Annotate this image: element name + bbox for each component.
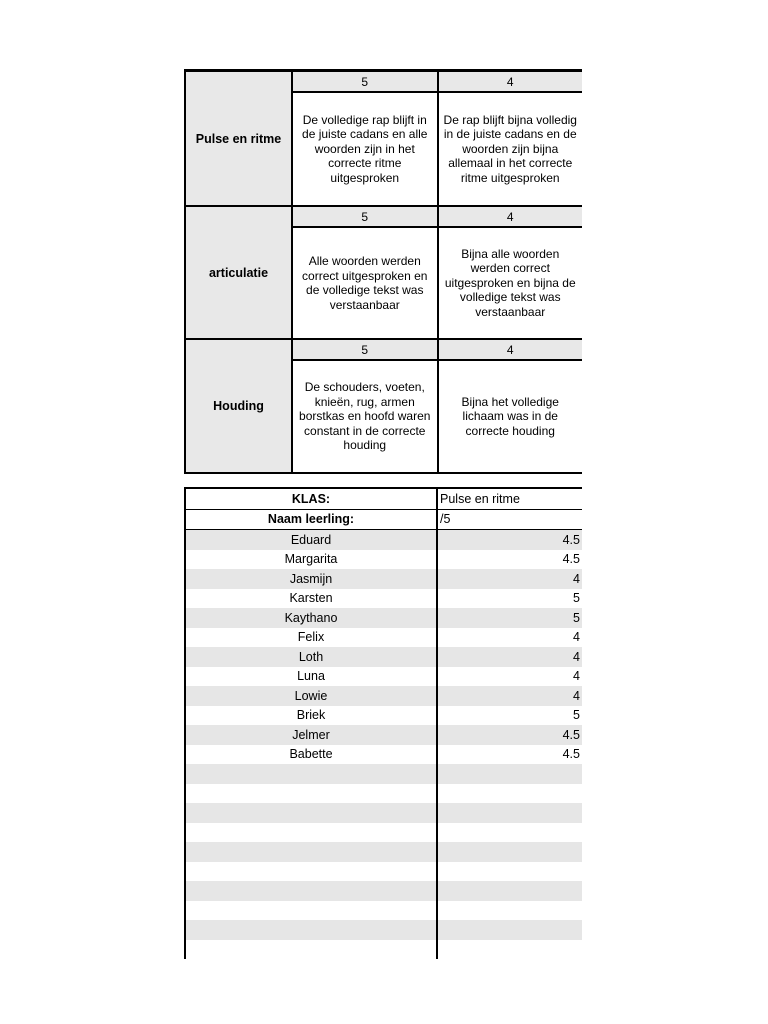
- student-name[interactable]: Babette: [184, 745, 438, 765]
- student-score[interactable]: [438, 803, 582, 823]
- student-score[interactable]: 4.5: [562, 552, 580, 567]
- student-name[interactable]: Briek: [184, 706, 438, 726]
- student-name[interactable]: Loth: [184, 647, 438, 667]
- student-row: [184, 901, 582, 921]
- student-name[interactable]: Kaythano: [184, 608, 438, 628]
- description-4: De rap blijft bijna volledig in de juiste cadans en de woorden zijn bijna allemaal in het correcte ritme uitgesproken: [443, 112, 577, 185]
- klas-label: KLAS:: [184, 489, 438, 509]
- student-name[interactable]: [184, 764, 438, 784]
- description-5: Alle woorden werden correct uitgesproken en de volledige tekst was verstaanbaar: [293, 228, 439, 338]
- score-4: 4: [506, 342, 514, 357]
- grades-table: [184, 487, 582, 959]
- student-row: [184, 647, 582, 667]
- criterion-label: Houding: [184, 340, 293, 472]
- student-score[interactable]: [438, 901, 582, 921]
- student-name[interactable]: [184, 862, 438, 882]
- student-score[interactable]: [438, 862, 582, 882]
- student-name[interactable]: [184, 823, 438, 843]
- student-name[interactable]: Luna: [184, 667, 438, 687]
- student-row: [184, 706, 582, 726]
- student-score[interactable]: 4.5: [562, 532, 580, 547]
- student-name[interactable]: [184, 803, 438, 823]
- descriptions: [293, 93, 582, 205]
- student-name[interactable]: [184, 901, 438, 921]
- student-row: [184, 784, 582, 804]
- student-score[interactable]: [438, 764, 582, 784]
- student-score[interactable]: 4: [573, 669, 580, 684]
- student-row: [184, 842, 582, 862]
- student-name[interactable]: [184, 940, 438, 960]
- student-score[interactable]: [438, 940, 582, 960]
- student-row: [184, 764, 582, 784]
- student-row: [184, 920, 582, 940]
- student-name[interactable]: Jasmijn: [184, 569, 438, 589]
- student-score[interactable]: [438, 823, 582, 843]
- student-row: [184, 745, 582, 765]
- student-row: [184, 569, 582, 589]
- description-5: De volledige rap blijft in de juiste cadans en alle woorden zijn in het correcte ritme uitgesproken: [293, 93, 439, 205]
- student-score[interactable]: 4: [573, 688, 580, 703]
- description-4: Bijna het volledige lichaam was in de correcte houding: [461, 394, 559, 438]
- student-row: [184, 667, 582, 687]
- student-row: [184, 881, 582, 901]
- score-4: 4: [506, 74, 514, 89]
- rubric-block-articulatie: [184, 207, 582, 340]
- descriptions: [293, 228, 582, 338]
- student-row: [184, 550, 582, 570]
- student-score[interactable]: 5: [573, 708, 580, 723]
- rubric-table: [184, 69, 582, 474]
- student-name[interactable]: [184, 881, 438, 901]
- score-header: [293, 207, 582, 228]
- max-score-header: /5: [440, 512, 451, 527]
- name-header-row: [184, 510, 582, 531]
- score-5: 5: [293, 340, 439, 359]
- score-4: 4: [506, 209, 514, 224]
- student-row: [184, 940, 582, 960]
- klas-row: [184, 487, 582, 510]
- student-score[interactable]: 5: [573, 591, 580, 606]
- student-name[interactable]: Margarita: [184, 550, 438, 570]
- descriptions: [293, 361, 582, 472]
- student-row: [184, 823, 582, 843]
- student-row: [184, 530, 582, 550]
- student-name[interactable]: Eduard: [184, 530, 438, 550]
- student-row: [184, 862, 582, 882]
- student-row: [184, 686, 582, 706]
- student-name[interactable]: Karsten: [184, 589, 438, 609]
- score-header: [293, 340, 582, 361]
- rubric-cells: [293, 72, 582, 205]
- student-score[interactable]: [438, 784, 582, 804]
- criterion-label: articulatie: [184, 207, 293, 338]
- rubric-block-houding: [184, 340, 582, 474]
- score-5: 5: [293, 207, 439, 226]
- student-name[interactable]: Felix: [184, 628, 438, 648]
- rubric-cells: [293, 340, 582, 472]
- student-score[interactable]: [438, 842, 582, 862]
- student-name[interactable]: [184, 784, 438, 804]
- rubric-block-pulse: [184, 69, 582, 207]
- criterion-label: Pulse en ritme: [184, 72, 293, 205]
- student-score[interactable]: 4.5: [562, 727, 580, 742]
- score-header: [293, 72, 582, 93]
- description-4: Bijna alle woorden werden correct uitgesproken en bijna de volledige tekst was verstaanbaar: [444, 246, 576, 319]
- student-row: [184, 589, 582, 609]
- klas-value[interactable]: Pulse en ritme: [440, 491, 520, 506]
- student-score[interactable]: 5: [573, 610, 580, 625]
- student-row: [184, 628, 582, 648]
- student-name[interactable]: Lowie: [184, 686, 438, 706]
- student-name[interactable]: Jelmer: [184, 725, 438, 745]
- name-header: Naam leerling:: [184, 510, 438, 530]
- student-score[interactable]: 4: [573, 571, 580, 586]
- student-row: [184, 608, 582, 628]
- score-5: 5: [293, 72, 439, 91]
- student-score[interactable]: 4: [573, 649, 580, 664]
- student-score[interactable]: 4: [573, 630, 580, 645]
- student-name[interactable]: [184, 842, 438, 862]
- student-score[interactable]: [438, 881, 582, 901]
- student-score[interactable]: 4.5: [562, 747, 580, 762]
- student-row: [184, 725, 582, 745]
- student-row: [184, 803, 582, 823]
- student-name[interactable]: [184, 920, 438, 940]
- student-score[interactable]: [438, 920, 582, 940]
- description-5: De schouders, voeten, knieën, rug, armen borstkas en hoofd waren constant in de correcte houding: [293, 361, 439, 472]
- rubric-cells: [293, 207, 582, 338]
